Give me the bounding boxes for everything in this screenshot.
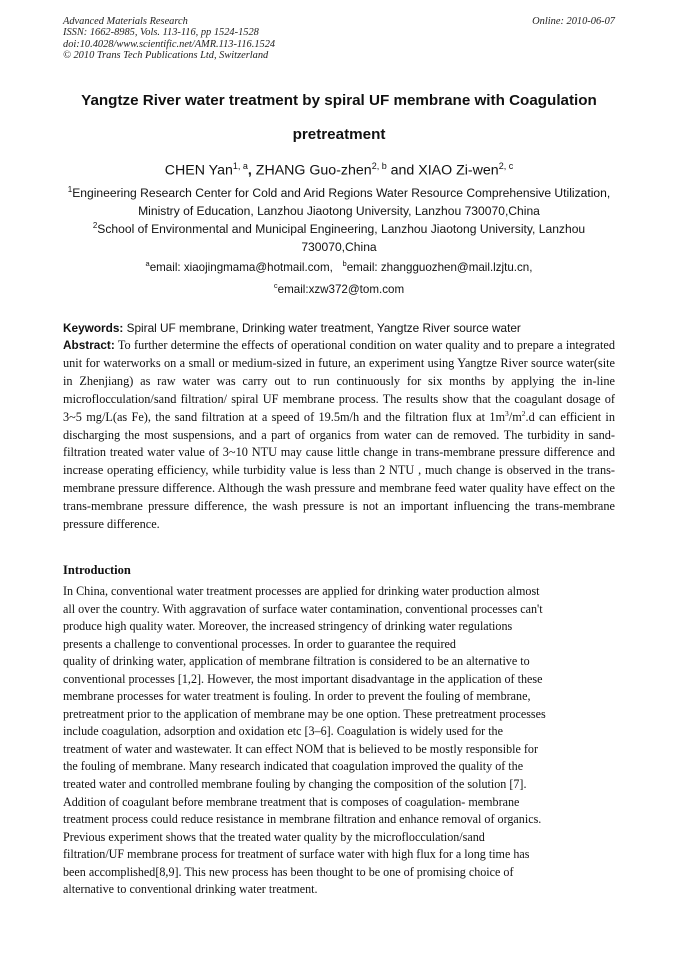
affiliation-text: School of Environmental and Municipal Engineering, Lanzhou Jiaotong University, Lanzhou 730070,China	[97, 222, 586, 254]
author-name: ZHANG Guo-zhen	[255, 162, 372, 179]
keywords-text: Spiral UF membrane, Drinking water treatment, Yangtze River source water	[126, 321, 521, 335]
author-sup: 1, a	[232, 161, 248, 171]
section-heading-introduction: Introduction	[63, 563, 131, 577]
keywords-label: Keywords:	[63, 321, 124, 335]
email-c: email:xzw372@tom.com	[277, 282, 405, 296]
intro-line: treatment process could reduce resistance in membrane filtration and enhance removal of organics.	[63, 812, 542, 827]
author-separator: and	[386, 162, 419, 179]
email-b: email: zhangguozhen@mail.lzjtu.cn,	[346, 260, 533, 274]
author-name: XIAO Zi-wen	[418, 162, 499, 179]
email-line-2	[63, 281, 615, 296]
intro-line: membrane processes for water treatment is fouling. In order to prevent the fouling of membrane,	[63, 689, 531, 704]
paper-title-line2: pretreatment	[292, 126, 386, 143]
introduction-body	[63, 583, 615, 899]
doi-line: doi:10.4028/www.scientific.net/AMR.113-116.1524	[63, 38, 276, 50]
email-line-1	[63, 259, 615, 274]
affiliation-text: Engineering Research Center for Cold and Arid Regions Water Resource Comprehensive Utilization, Ministry of Education, Lanzhou Jiaotong University, Lanzhou 730070,China	[72, 186, 611, 218]
affiliation-1	[63, 181, 615, 220]
copyright-line: © 2010 Trans Tech Publications Ltd, Switzerland	[63, 50, 269, 62]
intro-line: been accomplished[8,9]. This new process has been thought to be one of promising choice of	[63, 864, 514, 879]
author-separator: ,	[247, 162, 256, 179]
intro-line: the fouling of membrane. Many research indicated that coagulation improved the quality of the	[63, 759, 524, 774]
abstract-sup: 2	[521, 408, 526, 418]
issn-line: ISSN: 1662-8985, Vols. 113-116, pp 1524-1528	[63, 27, 259, 39]
abstract	[63, 337, 615, 534]
abstract-text: .d can efficient in discharging the most suspensions, and a part of organics from water can de removed. The turbidity in sand-filtration treated water value of 3~10 NTU may cause little change in trans-membrane pressure difference and increase operating efficiency, while turbidity value is less than 2 NTU , much change is observed in the trans-membrane pressure difference. Although the wash pressure and membrane feed water quality have effect on the trans-membrane pressure difference, the wash pressure is not an important influencing the trans-membrane pressure difference.	[63, 409, 615, 532]
keywords	[63, 321, 615, 335]
author-sup: 2, b	[371, 161, 387, 171]
email-a: email: xiaojingmama@hotmail.com,	[149, 260, 333, 274]
intro-line: quality of drinking water, application of membrane filtration is considered to be an alternative to	[63, 654, 530, 669]
affiliation-2	[63, 217, 615, 256]
intro-line: pretreatment prior to the application of membrane may be one option. These pretreatment processes	[63, 706, 546, 721]
journal-name: Advanced Materials Research	[63, 16, 188, 27]
affiliation-sup: 2	[92, 221, 98, 230]
intro-line: Addition of coagulant before membrane treatment that is composes of coagulation- membrane	[63, 794, 520, 809]
intro-line: filtration/UF membrane process for treatment of surface water with high flux for a long time has	[63, 847, 530, 862]
abstract-text: /m	[508, 409, 522, 424]
online-date: Online: 2010-06-07	[532, 16, 615, 27]
intro-line: all over the country. With aggravation of surface water contamination, conventional processes can't	[63, 601, 543, 616]
journal-header	[63, 16, 275, 62]
abstract-sup: 3	[505, 408, 509, 418]
intro-line: treatment of water and wastewater. It can effect NOM that is believed to be mostly responsible for	[63, 741, 538, 756]
intro-line: presents a challenge to conventional processes. In order to guarantee the required	[63, 636, 456, 651]
intro-line: produce high quality water. Moreover, the increased stringency of drinking water regulations	[63, 619, 513, 634]
email-sup: a	[145, 259, 150, 268]
email-sup: b	[342, 259, 347, 268]
abstract-label: Abstract:	[63, 338, 115, 352]
intro-line: alternative to conventional drinking water treatment.	[63, 882, 318, 897]
intro-line: include coagulation, adsorption and oxidation etc [3–6]. Coagulation is widely used for the	[63, 724, 503, 739]
author-sup: 2, c	[498, 161, 514, 171]
abstract-text: To further determine the effects of operational condition on water quality and to prepare a integrated unit for waterworks on a small or medium-sized in future, an experiment using Yangtze River source water(site in Zhenjiang) as raw water was carry out to run continuously for six months by applying the in-line microflocculation/sand filtration/ spiral UF membrane process. The results show that the coagulant dosage of 3~5 mg/L(as Fe), the sand filtration at a speed of 19.5m/h and the filtration flux at 1m	[63, 338, 615, 424]
intro-line: In China, conventional water treatment processes are applied for drinking water production almost	[63, 584, 540, 598]
intro-line: treated water and controlled membrane fouling by changing the composition of the solution [7].	[63, 777, 527, 792]
paper-title-line1: Yangtze River water treatment by spiral UF membrane with Coagulation	[81, 92, 597, 109]
intro-line: conventional processes [1,2]. However, the most important disadvantage in the application of these	[63, 671, 543, 686]
email-sup: c	[273, 281, 278, 290]
author-list	[60, 161, 618, 179]
intro-line: Previous experiment shows that the treated water quality by the microflocculation/sand	[63, 829, 485, 844]
affiliation-sup: 1	[67, 185, 73, 194]
author-name: CHEN Yan	[164, 162, 233, 179]
